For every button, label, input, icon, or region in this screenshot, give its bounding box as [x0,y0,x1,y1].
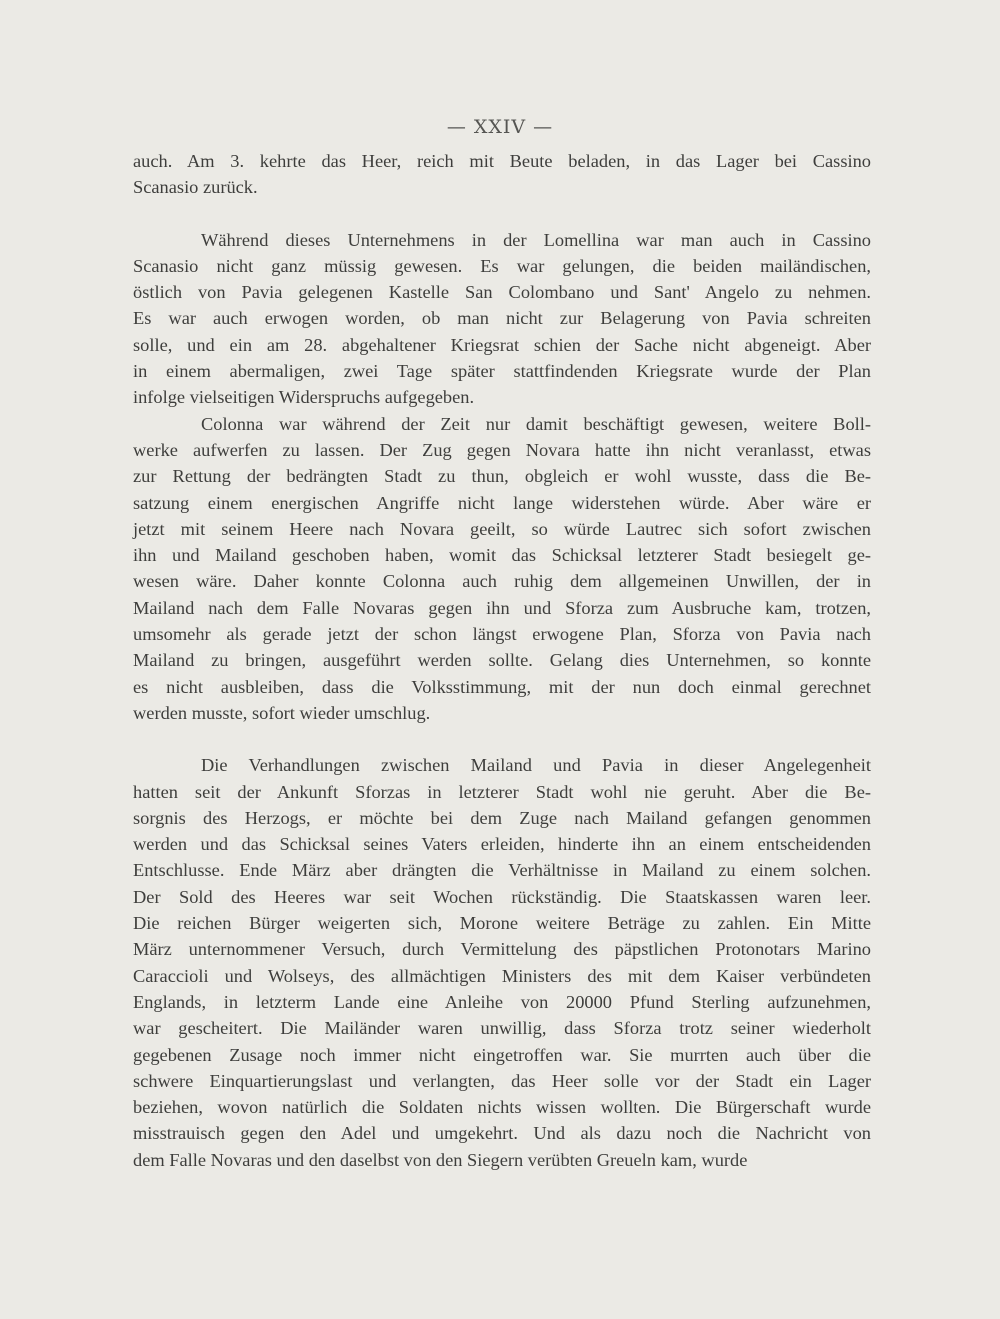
body-text [133,148,871,1173]
paragraph [133,148,871,201]
text-line: umsomehr als gerade jetzt der schon längst erwogene Plan, Sforza von Pavia nach [133,624,871,645]
text-line: Caraccioli und Wolseys, des allmächtigen Ministers des mit dem Kaiser verbündeten [133,965,871,986]
text-line: war gescheitert. Die Mailänder waren unwillig, dass Sforza trotz seiner wiederholt [133,1018,871,1039]
text-line: auch. Am 3. kehrte das Heer, reich mit Beute beladen, in das Lager bei Cassino [133,151,871,171]
text-line: dem Falle Novaras und den daselbst von den Siegern verübten Greueln kam, wurde [133,1149,748,1170]
text-line: östlich von Pavia gelegenen Kastelle San Colombano und Sant' Angelo zu nehmen. [133,282,871,303]
paragraph-gap [133,726,871,752]
text-line: Mailand zu bringen, ausgeführt werden sollte. Gelang dies Unternehmen, so konnte [133,650,871,671]
text-line: werke aufwerfen zu lassen. Der Zug gegen Novara hatte ihn nicht veranlasst, etwas [133,439,871,460]
paragraph [133,752,871,1173]
text-line: misstrauisch gegen den Adel und umgekehrt. Und als dazu noch die Nachricht von [133,1123,871,1144]
text-line: wesen wäre. Daher konnte Colonna auch ruhig dem allgemeinen Unwillen, der in [133,571,871,592]
text-line: Die reichen Bürger weigerten sich, Morone weitere Beträge zu zahlen. Ein Mitte [133,913,871,934]
text-line: werden und das Schicksal seines Vaters erleiden, hinderte ihn an einem entscheidenden [133,834,871,855]
text-line: werden musste, sofort wieder umschlug. [133,702,431,723]
text-line: März unternommener Versuch, durch Vermittelung des päpstlichen Protonotars Marino [133,939,871,960]
text-line: satzung einem energischen Angriffe nicht lange widerstehen würde. Aber wäre er [133,492,871,513]
text-line: sorgnis des Herzogs, er möchte bei dem Zuge nach Mailand gefangen genommen [133,807,871,828]
text-line: Scanasio zurück. [133,177,258,198]
text-line: es nicht ausbleiben, dass die Volksstimmung, mit der nun doch einmal gerechnet [133,676,871,697]
text-line: ihn und Mailand geschoben haben, womit das Schicksal letzterer Stadt besiegelt ge- [133,545,871,566]
text-line: Entschlusse. Ende März aber drängten die Verhältnisse in Mailand zu einem solchen. [133,860,871,881]
text-line: schwere Einquartierungslast und verlangten, das Heer solle vor der Stadt ein Lager [133,1070,871,1091]
text-line: infolge vielseitigen Widerspruchs aufgegeben. [133,387,475,408]
paragraph-gap [133,201,871,227]
text-line: hatten seit der Ankunft Sforzas in letzterer Stadt wohl nie geruht. Aber die Be- [133,781,871,802]
paragraph [133,227,871,411]
text-line: Scanasio nicht ganz müssig gewesen. Es war gelungen, die beiden mailändischen, [133,255,871,276]
text-line: gegebenen Zusage noch immer nicht eingetroffen war. Sie murrten auch über die [133,1044,871,1065]
text-line: Englands, in letzterm Lande eine Anleihe von 20000 Pfund Sterling aufzunehmen, [133,991,871,1012]
text-line: Es war auch erwogen worden, ob man nicht zur Belagerung von Pavia schreiten [133,308,871,329]
text-line: Die Verhandlungen zwischen Mailand und Pavia in dieser Angelegenheit [201,755,871,776]
text-line: solle, und ein am 28. abgehaltener Kriegsrat schien der Sache nicht abgeneigt. Aber [133,334,871,355]
text-line: zur Rettung der bedrängten Stadt zu thun, obgleich er wohl wusste, dass die Be- [133,466,871,487]
text-line: Während dieses Unternehmens in der Lomellina war man auch in Cassino [201,229,871,250]
text-line: Colonna war während der Zeit nur damit beschäftigt gewesen, weitere Boll- [201,413,871,434]
text-line: in einem abermaligen, zwei Tage später stattfindenden Kriegsrate wurde der Plan [133,361,871,382]
text-line: beziehen, wovon natürlich die Soldaten nichts wissen wollten. Die Bürgerschaft wurde [133,1097,871,1118]
page-number-header: — XXIV — [446,116,554,138]
paragraph [133,411,871,727]
text-line: jetzt mit seinem Heere nach Novara geeilt, so würde Lautrec sich sofort zwischen [133,518,871,539]
text-line: Der Sold des Heeres war seit Wochen rückständig. Die Staatskassen waren leer. [133,886,871,907]
text-line: Mailand nach dem Falle Novaras gegen ihn und Sforza zum Ausbruche kam, trotzen, [133,597,871,618]
